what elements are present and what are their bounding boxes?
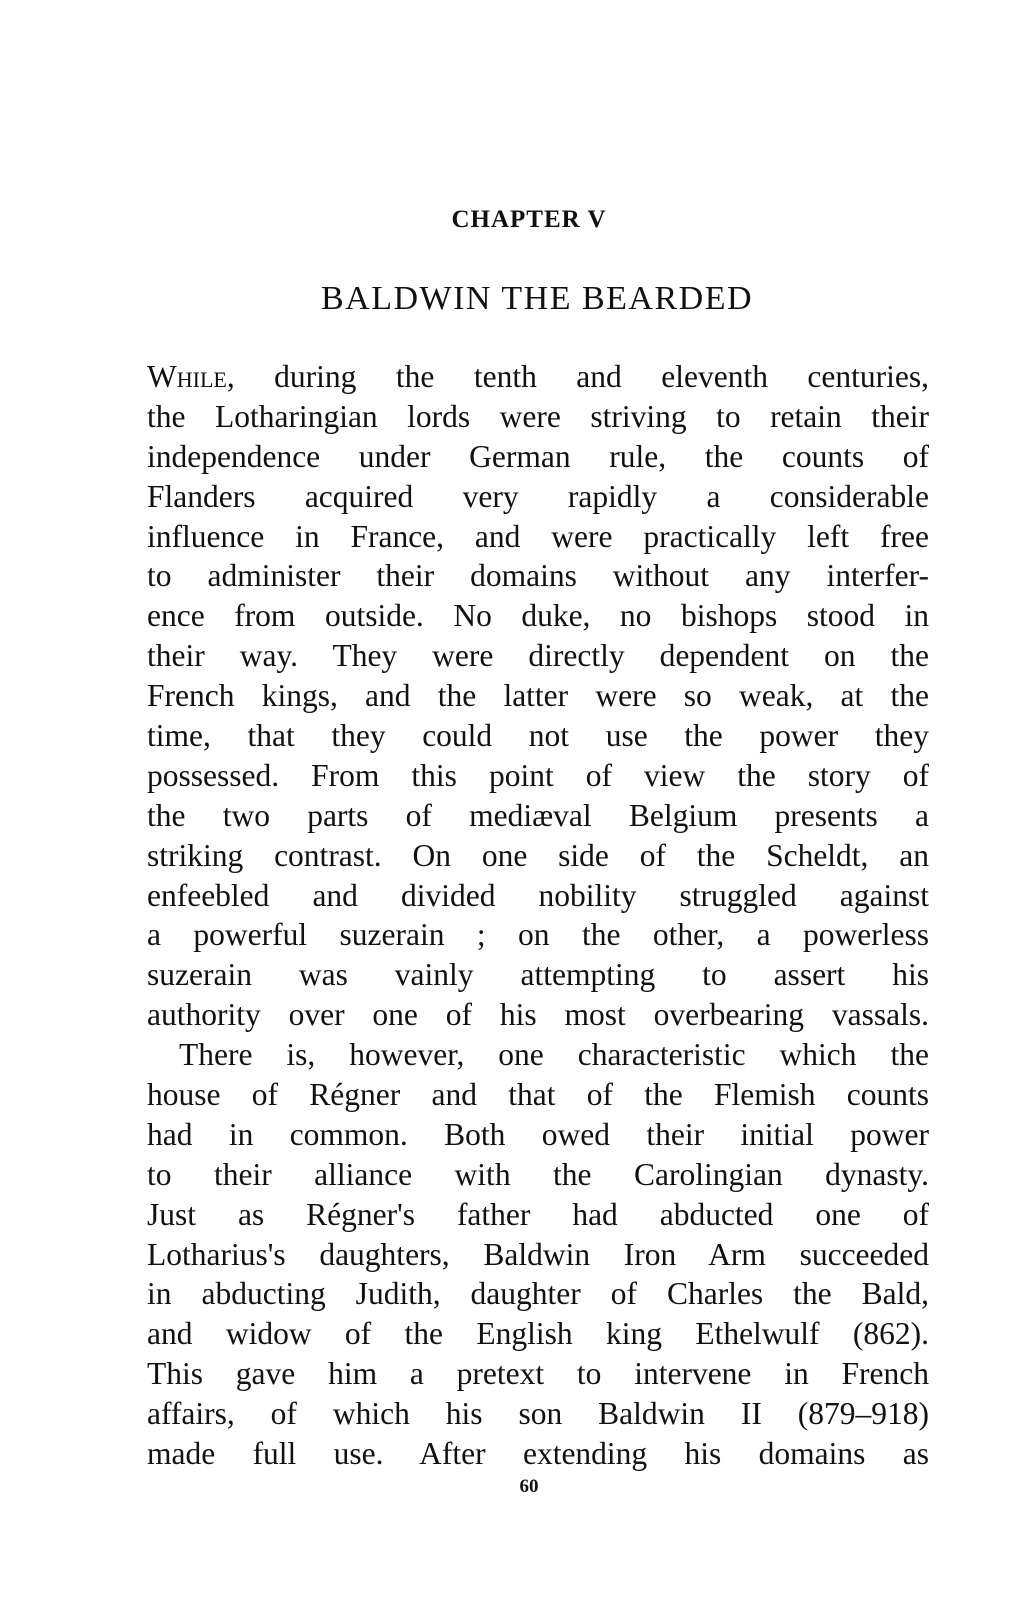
text-line: ence from outside. No duke, no bishops stood in <box>147 598 929 634</box>
text-line: striking contrast. On one side of the Scheldt, an <box>147 837 929 873</box>
text-line: influence in France, and were practically left free <box>147 518 929 554</box>
text-line: enfeebled and divided nobility struggled against <box>147 877 929 913</box>
text-line: to administer their domains without any interfer- <box>147 558 929 594</box>
text-line: suzerain was vainly attempting to assert his <box>147 957 929 993</box>
page-number: 60 <box>519 1476 539 1497</box>
chapter-label: CHAPTER V <box>451 206 607 233</box>
chapter-title: BALDWIN THE BEARDED <box>320 280 754 317</box>
text-line: Lotharius's daughters, Baldwin Iron Arm succeeded <box>147 1236 929 1272</box>
text-line: made full use. After extending his domains as <box>147 1436 929 1472</box>
body-text <box>147 357 929 1474</box>
text-line: Flanders acquired very rapidly a considerable <box>147 478 929 514</box>
text-line: There is, however, one characteristic which the <box>179 1037 929 1073</box>
text-line: in abducting Judith, daughter of Charles the Bald, <box>147 1276 929 1312</box>
text-line: independence under German rule, the counts of <box>147 438 929 474</box>
text-line: Just as Régner's father had abducted one of <box>147 1196 929 1232</box>
text-line: This gave him a pretext to intervene in French <box>147 1356 929 1392</box>
drop-word: While <box>147 359 227 394</box>
text-line: a powerful suzerain ; on the other, a powerless <box>147 917 929 953</box>
text-line: house of Régner and that of the Flemish counts <box>147 1077 929 1113</box>
text-line: possessed. From this point of view the story of <box>147 757 929 793</box>
text-line: time, that they could not use the power they <box>147 718 929 754</box>
text-line: the two parts of mediæval Belgium presents a <box>147 797 929 833</box>
text-line: the Lotharingian lords were striving to retain their <box>147 398 929 434</box>
text-line: and widow of the English king Ethelwulf (862). <box>147 1316 929 1352</box>
text-line: While, during the tenth and eleventh centuries, <box>147 359 929 394</box>
text-line: French kings, and the latter were so weak, at the <box>147 678 929 714</box>
text-line: authority over one of his most overbearing vassals. <box>147 997 929 1033</box>
text-line: their way. They were directly dependent on the <box>147 638 929 674</box>
text-line: had in common. Both owed their initial power <box>147 1116 929 1152</box>
text-line: to their alliance with the Carolingian dynasty. <box>147 1156 929 1192</box>
text-line: affairs, of which his son Baldwin II (879–918) <box>147 1396 929 1432</box>
